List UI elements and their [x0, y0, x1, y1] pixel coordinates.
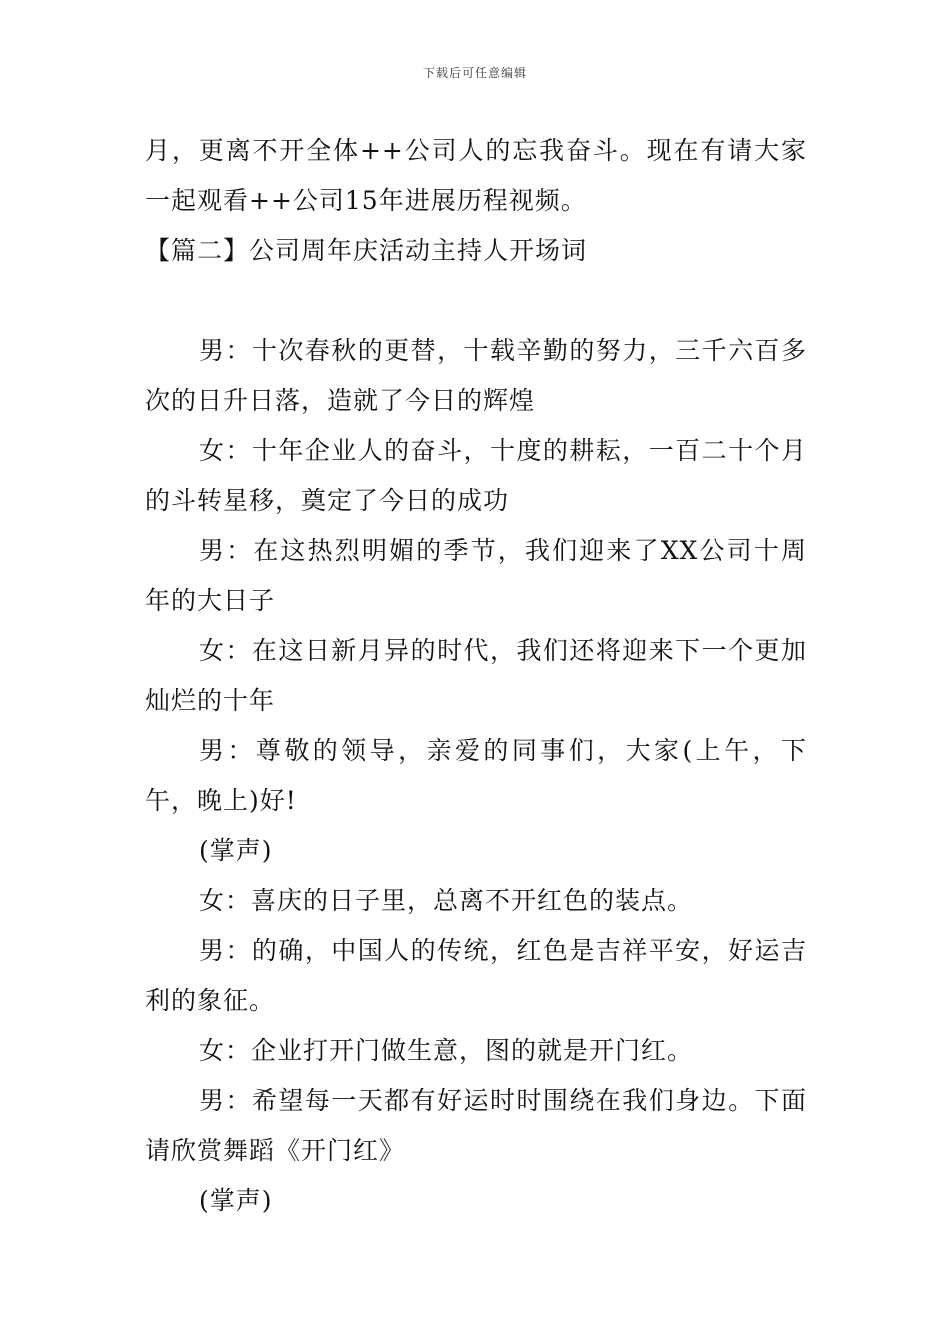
section-heading: 【篇二】公司周年庆活动主持人开场词	[145, 236, 588, 265]
dialogue-line: 男：尊敬的领导，亲爱的同事们，大家(上午，下午，晚上)好!	[145, 736, 807, 815]
page-header-note: 下载后可任意编辑	[422, 66, 527, 80]
dialogue-line: 女：十年企业人的奋斗，十度的耕耘，一百二十个月的斗转星移，奠定了今日的成功	[145, 436, 807, 515]
dialogue-line: 男：的确，中国人的传统，红色是吉祥平安，好运吉利的象征。	[145, 936, 807, 1015]
paragraph-intro-continuation: 月，更离不开全体++公司人的忘我奋斗。现在有请大家一起观看++公司15年进展历程视频。	[145, 136, 807, 215]
dialogue-line: 男：在这热烈明媚的季节，我们迎来了XX公司十周年的大日子	[145, 536, 807, 615]
dialogue-line: 女：在这日新月异的时代，我们还将迎来下一个更加灿烂的十年	[145, 636, 807, 715]
blank-line	[145, 276, 807, 326]
dialogue-line: 女：喜庆的日子里，总离不开红色的装点。	[199, 886, 694, 915]
stage-direction: (掌声)	[199, 836, 273, 865]
document-body	[145, 126, 807, 1226]
stage-direction: (掌声)	[199, 1186, 273, 1215]
dialogue-line: 男：十次春秋的更替，十载辛勤的努力，三千六百多次的日升日落，造就了今日的辉煌	[145, 336, 807, 415]
dialogue-line: 男：希望每一天都有好运时时围绕在我们身边。下面请欣赏舞蹈《开门红》	[145, 1086, 807, 1165]
dialogue-line: 女：企业打开门做生意，图的就是开门红。	[199, 1036, 694, 1065]
